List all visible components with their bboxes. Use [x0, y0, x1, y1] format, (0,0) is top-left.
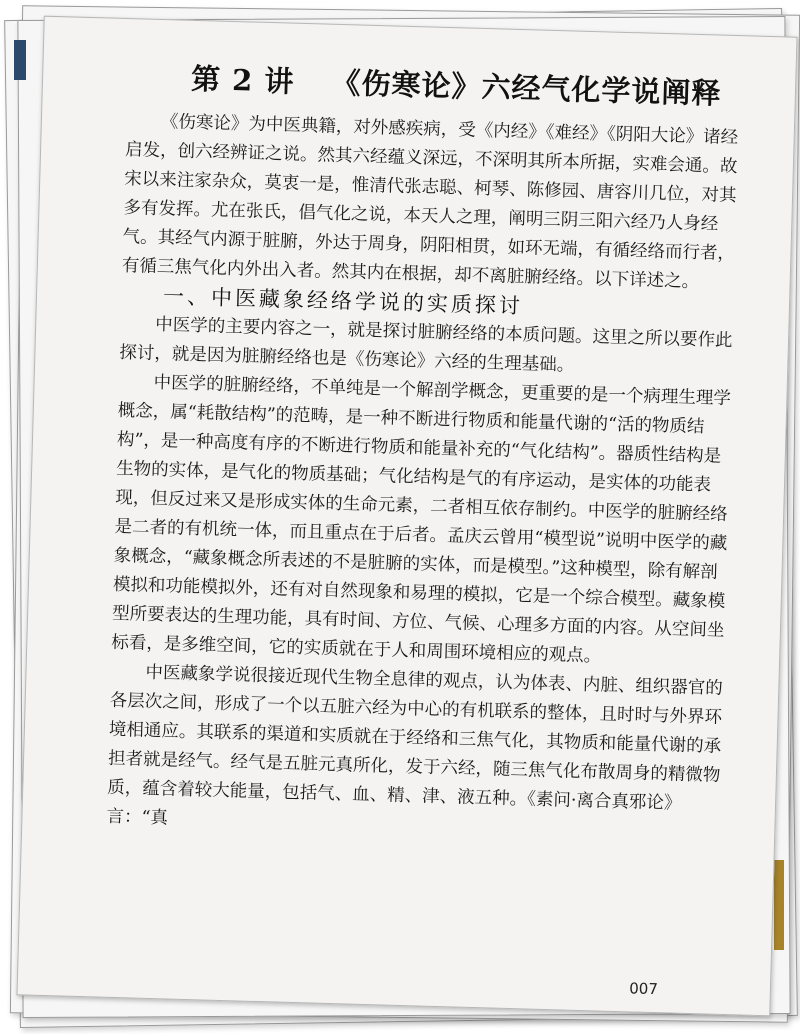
title-text: 《伤寒论》六经气化学说阐释	[331, 65, 722, 111]
paragraph-1: 中医学的主要内容之一，就是探讨脏腑经络的本质问题。这里之所以要作此探讨，就是因为脏腑经络也是《伤寒论》六经的生理基础。	[119, 314, 733, 376]
lecture-number: 第 2 讲	[190, 61, 295, 99]
cover-edge-blue	[14, 40, 26, 80]
intro-paragraph: 《伤寒论》为中医典籍，对外感疾病，受《内经》《难经》《阴阳大论》诸经启发，创六经辨证之说。然其六经蕴义深远，不深明其所本所据，实难会通。故宋以来注家杂众，莫衷一是，惟清代张志聪、柯琴、陈修园、唐容川几位，对其多有发挥。尤在张氏，倡气化之说，本天人之理，阐明三阴三阳六经乃人身经气。其经气内源于脏腑，外达于周身，阴阳相贯，如环无端，有循经络而行者，有循三焦气化内外出入者。然其内在根据，却不离脏腑经络。以下详述之。	[121, 111, 739, 293]
cover-edge-gold	[774, 860, 784, 950]
section-heading: 一、中医藏象经络学说的实质探讨	[162, 284, 524, 319]
chapter-title	[191, 57, 722, 113]
paragraph-2: 中医学的脏腑经络，不单纯是一个解剖学概念，更重要的是一个病理生理学概念，属“耗散结构”的范畴，是一种不断进行物质和能量代谢的“活的物质结构”，是一种高度有序的不断进行物质和能量补充的“气化结构”。器质性结构是生物的实体，是气化的物质基础；气化结构是气的有序运动，是实体的功能表现，但反过来又是形成实体的生命元素，二者相互依存制约。中医学的脏腑经络是二者的有机统一体，而且重点在于后者。孟庆云曾用“模型说”说明中医学的藏象概念，“藏象概念所表述的不是脏腑的实体，而是模型。”这种模型，除有解剖模拟和功能模拟外，还有对自然现象和易理的模拟，它是一个综合模型。藏象模型所要表达的生理功能，具有时间、方位、气候、心理多方面的内容。从空间坐标看，是多维空间，它的实质就在于人和周围环境相应的观点。	[111, 372, 732, 667]
book-page	[16, 16, 797, 1017]
page-number: 007	[629, 979, 659, 999]
paragraph-3: 中医藏象学说很接近现代生物全息律的观点，认为体表、内脏、组织器官的各层次之间，形成了一个以五脏六经为中心的有机联系的整体，且时时与外界环境相通应。其联系的渠道和实质就在于经络和三焦气化，其物质和能量代谢的承担者就是经气。经气是五脏元真所化，发于六经，随三焦气化布散周身的精微物质，蕴含着较大能量，包括气、血、精、津、液五种。《素问·离合真邪论》言：“真	[106, 662, 724, 829]
body-text	[106, 107, 746, 849]
